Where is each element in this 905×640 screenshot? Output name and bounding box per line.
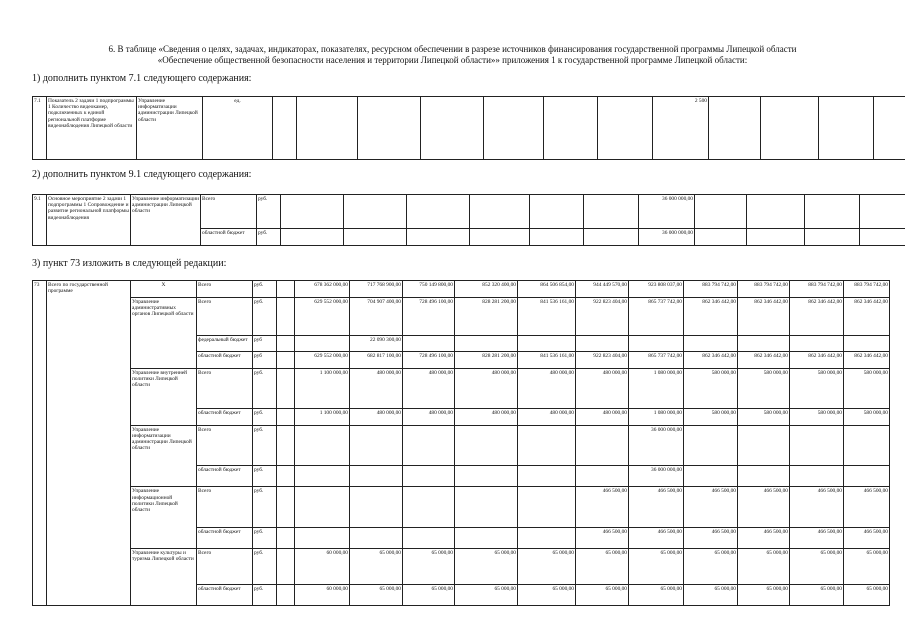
- value-cell: [738, 425, 790, 465]
- value-cell: 65 000,00: [350, 549, 403, 585]
- empty-cell: [277, 549, 295, 585]
- value-cell: 65 000,00: [518, 549, 576, 585]
- source-cell: областной бюджет: [197, 527, 253, 548]
- value-cell: [844, 465, 890, 486]
- value-cell: 922 823 404,00: [576, 352, 629, 369]
- value-cell: [738, 335, 790, 352]
- value-cell: [790, 335, 844, 352]
- value-cell: 883 794 742,00: [844, 281, 890, 298]
- row-7-1-unit: ед.: [203, 97, 273, 160]
- value-cell: 65 000,00: [455, 549, 518, 585]
- value-cell: 1 100 000,00: [295, 368, 350, 408]
- value-cell: 480 000,00: [576, 409, 629, 426]
- value-cell: 466 500,00: [576, 487, 629, 527]
- value-cell: 480 000,00: [403, 409, 455, 426]
- value-cell: [629, 335, 684, 352]
- value-cell: 580 000,00: [684, 409, 738, 426]
- value-cell: 65 000,00: [738, 584, 790, 605]
- value-cell: 65 000,00: [738, 549, 790, 585]
- section-1-title: 1) дополнить пунктом 7.1 следующего содержания:: [32, 73, 252, 84]
- value-cell: 65 000,00: [403, 584, 455, 605]
- value-cell: 862 346 442,00: [738, 297, 790, 335]
- value-cell: 466 500,00: [629, 487, 684, 527]
- value-cell: 65 000,00: [684, 584, 738, 605]
- source-cell: Всего: [197, 297, 253, 335]
- value-cell: 60 000,00: [295, 584, 350, 605]
- source-cell: Всего: [197, 487, 253, 527]
- value-cell: 466 500,00: [844, 527, 890, 548]
- section-3-title: 3) пункт 73 изложить в следующей редакции:: [32, 258, 227, 269]
- table-73: [32, 280, 890, 606]
- value-cell: 65 000,00: [844, 584, 890, 605]
- value-cell: 466 500,00: [576, 527, 629, 548]
- value-cell: 65 000,00: [844, 549, 890, 585]
- source-cell: областной бюджет: [197, 409, 253, 426]
- value-cell: 828 281 200,00: [455, 352, 518, 369]
- value-cell: 466 500,00: [844, 487, 890, 527]
- value-cell: [790, 465, 844, 486]
- value-cell: 65 000,00: [790, 549, 844, 585]
- value-cell: 65 000,00: [790, 584, 844, 605]
- value-cell: 828 281 200,00: [455, 297, 518, 335]
- unit-cell: руб.: [253, 584, 277, 605]
- unit-cell: руб.: [253, 281, 277, 298]
- row-7-1-executor: Управление информатизации администрации Липецкой области: [137, 97, 203, 160]
- value-cell: 65 000,00: [629, 584, 684, 605]
- empty-cell: [277, 335, 295, 352]
- value-cell: 750 149 800,00: [403, 281, 455, 298]
- value-cell: [684, 335, 738, 352]
- executor-cell: Управление информатизации администрации Липецкой области: [131, 425, 197, 487]
- value-cell: [455, 527, 518, 548]
- x-mark: X: [131, 281, 197, 298]
- row-9-1-source: Всего: [201, 195, 257, 229]
- empty-cell: [277, 368, 295, 408]
- row-9-1-unit: руб.: [257, 195, 281, 229]
- value-cell: [403, 465, 455, 486]
- value-cell: 862 346 442,00: [790, 352, 844, 369]
- row-9-1-unit: руб.: [257, 229, 281, 246]
- empty-cell: [277, 352, 295, 369]
- value-cell: 704 907 400,00: [350, 297, 403, 335]
- value-cell: [295, 465, 350, 486]
- row-7-1-value: 2 500: [653, 97, 709, 160]
- value-cell: 65 000,00: [350, 584, 403, 605]
- source-cell: областной бюджет: [197, 465, 253, 486]
- source-cell: областной бюджет: [197, 352, 253, 369]
- value-cell: 1 100 000,00: [295, 409, 350, 426]
- value-cell: 629 552 000,00: [295, 352, 350, 369]
- value-cell: [350, 487, 403, 527]
- value-cell: 60 000,00: [295, 549, 350, 585]
- value-cell: 466 500,00: [629, 527, 684, 548]
- value-cell: 466 500,00: [738, 487, 790, 527]
- value-cell: 944 449 570,00: [576, 281, 629, 298]
- source-cell: федеральный бюджет: [197, 335, 253, 352]
- unit-cell: руб: [253, 335, 277, 352]
- value-cell: 862 346 442,00: [684, 297, 738, 335]
- empty-cell: [277, 409, 295, 426]
- row-7-1-name: Показатель 2 задачи 1 подпрограммы 1 Количество видеокамер, подключенных к единой региональной платформе видеонаблюдения Липецкой области: [47, 97, 137, 160]
- executor-cell: Управление информационной политики Липецкой области: [131, 487, 197, 549]
- table-9-1: [32, 194, 905, 246]
- unit-cell: руб.: [253, 297, 277, 335]
- value-cell: 841 536 161,00: [518, 297, 576, 335]
- value-cell: [403, 425, 455, 465]
- row-9-1-value: 36 000 000,00: [639, 195, 695, 229]
- value-cell: 480 000,00: [518, 368, 576, 408]
- value-cell: 580 000,00: [738, 368, 790, 408]
- executor-cell: Управление внутренней политики Липецкой области: [131, 368, 197, 425]
- value-cell: 883 794 742,00: [738, 281, 790, 298]
- value-cell: 728 496 100,00: [403, 297, 455, 335]
- value-cell: [518, 465, 576, 486]
- value-cell: 480 000,00: [350, 409, 403, 426]
- value-cell: 65 000,00: [403, 549, 455, 585]
- value-cell: 466 500,00: [684, 487, 738, 527]
- value-cell: [518, 487, 576, 527]
- row-7-1-num: 7.1: [33, 97, 47, 160]
- value-cell: 865 737 742,00: [629, 297, 684, 335]
- value-cell: 862 346 442,00: [684, 352, 738, 369]
- value-cell: 22 090 300,00: [350, 335, 403, 352]
- value-cell: 580 000,00: [844, 409, 890, 426]
- row-9-1-executor: Управление информатизации администрации Липецкой области: [131, 195, 201, 246]
- value-cell: 36 000 000,00: [629, 425, 684, 465]
- value-cell: [455, 335, 518, 352]
- unit-cell: руб.: [253, 425, 277, 465]
- empty-cell: [277, 281, 295, 298]
- value-cell: [455, 465, 518, 486]
- value-cell: 480 000,00: [576, 368, 629, 408]
- value-cell: 466 500,00: [738, 527, 790, 548]
- value-cell: 466 500,00: [790, 527, 844, 548]
- source-cell: Всего: [197, 549, 253, 585]
- unit-cell: руб.: [253, 549, 277, 585]
- empty-cell: [277, 425, 295, 465]
- section-2-title: 2) дополнить пунктом 9.1 следующего содержания:: [32, 169, 252, 180]
- value-cell: 629 552 000,00: [295, 297, 350, 335]
- row-9-1-name: Основное мероприятие 2 задачи 1 подпрограммы 1 Сопровождение и развитие региональной платформы видеонаблюдения: [47, 195, 131, 246]
- value-cell: [403, 487, 455, 527]
- value-cell: [738, 465, 790, 486]
- value-cell: 678 362 000,00: [295, 281, 350, 298]
- unit-cell: руб.: [253, 368, 277, 408]
- value-cell: 65 000,00: [684, 549, 738, 585]
- value-cell: [350, 465, 403, 486]
- value-cell: 862 346 442,00: [738, 352, 790, 369]
- header-line-1: 6. В таблице «Сведения о целях, задачах, индикаторах, показателях, ресурсном обеспечении в разрезе источников финансирования государственной программы Липецкой области: [108, 44, 797, 54]
- value-cell: 480 000,00: [518, 409, 576, 426]
- value-cell: [295, 335, 350, 352]
- value-cell: 65 000,00: [576, 549, 629, 585]
- value-cell: 682 817 100,00: [350, 352, 403, 369]
- executor-cell: Управление административных органов Липецкой области: [131, 297, 197, 368]
- executor-cell: Управление культуры и туризма Липецкой области: [131, 549, 197, 606]
- value-cell: [455, 425, 518, 465]
- header-line-2: «Обеспечение общественной безопасности населения и территории Липецкой области»» приложения 1 к государственной программе Липецкой области:: [157, 55, 748, 65]
- value-cell: [684, 425, 738, 465]
- empty-cell: [277, 527, 295, 548]
- value-cell: [295, 425, 350, 465]
- value-cell: [844, 425, 890, 465]
- value-cell: 65 000,00: [455, 584, 518, 605]
- value-cell: 865 737 742,00: [629, 352, 684, 369]
- unit-cell: руб.: [253, 527, 277, 548]
- value-cell: [403, 527, 455, 548]
- source-cell: областной бюджет: [197, 584, 253, 605]
- row-9-1-value: 36 000 000,00: [639, 229, 695, 246]
- value-cell: 1 080 000,00: [629, 368, 684, 408]
- value-cell: 580 000,00: [790, 409, 844, 426]
- value-cell: 580 000,00: [790, 368, 844, 408]
- value-cell: 864 506 854,00: [518, 281, 576, 298]
- value-cell: 65 000,00: [576, 584, 629, 605]
- value-cell: [518, 527, 576, 548]
- value-cell: 480 000,00: [403, 368, 455, 408]
- value-cell: 466 500,00: [790, 487, 844, 527]
- value-cell: 923 808 037,00: [629, 281, 684, 298]
- value-cell: 480 000,00: [455, 368, 518, 408]
- value-cell: 580 000,00: [684, 368, 738, 408]
- value-cell: 65 000,00: [518, 584, 576, 605]
- source-cell: Всего: [197, 425, 253, 465]
- value-cell: 728 496 100,00: [403, 352, 455, 369]
- unit-cell: руб.: [253, 487, 277, 527]
- value-cell: [576, 465, 629, 486]
- value-cell: [518, 425, 576, 465]
- value-cell: 922 823 404,00: [576, 297, 629, 335]
- value-cell: 862 346 442,00: [790, 297, 844, 335]
- value-cell: 36 000 000,00: [629, 465, 684, 486]
- value-cell: [576, 335, 629, 352]
- value-cell: 480 000,00: [455, 409, 518, 426]
- row-73-num: 73: [33, 281, 47, 606]
- value-cell: 883 794 742,00: [684, 281, 738, 298]
- value-cell: [844, 335, 890, 352]
- row-9-1-num: 9.1: [33, 195, 47, 246]
- unit-cell: руб.: [253, 409, 277, 426]
- row-9-1-source: областной бюджет: [201, 229, 257, 246]
- value-cell: [518, 335, 576, 352]
- value-cell: 862 346 442,00: [844, 297, 890, 335]
- value-cell: [576, 425, 629, 465]
- value-cell: 1 080 000,00: [629, 409, 684, 426]
- value-cell: 841 536 161,00: [518, 352, 576, 369]
- empty-cell: [277, 487, 295, 527]
- value-cell: 883 794 742,00: [790, 281, 844, 298]
- value-cell: [684, 465, 738, 486]
- value-cell: 717 768 900,00: [350, 281, 403, 298]
- value-cell: [790, 425, 844, 465]
- value-cell: [350, 527, 403, 548]
- empty-cell: [277, 297, 295, 335]
- row-73-name: Всего по государственной программе: [47, 281, 131, 606]
- value-cell: 65 000,00: [629, 549, 684, 585]
- source-cell: Всего: [197, 281, 253, 298]
- source-cell: Всего: [197, 368, 253, 408]
- value-cell: 580 000,00: [738, 409, 790, 426]
- value-cell: 862 346 442,00: [844, 352, 890, 369]
- unit-cell: руб: [253, 352, 277, 369]
- value-cell: [455, 487, 518, 527]
- value-cell: 466 500,00: [684, 527, 738, 548]
- unit-cell: руб.: [253, 465, 277, 486]
- table-7-1: [32, 96, 905, 160]
- value-cell: [350, 425, 403, 465]
- value-cell: [295, 487, 350, 527]
- empty-cell: [277, 584, 295, 605]
- value-cell: 852 320 400,00: [455, 281, 518, 298]
- empty-cell: [277, 465, 295, 486]
- value-cell: 480 000,00: [350, 368, 403, 408]
- value-cell: 580 000,00: [844, 368, 890, 408]
- value-cell: [295, 527, 350, 548]
- value-cell: [403, 335, 455, 352]
